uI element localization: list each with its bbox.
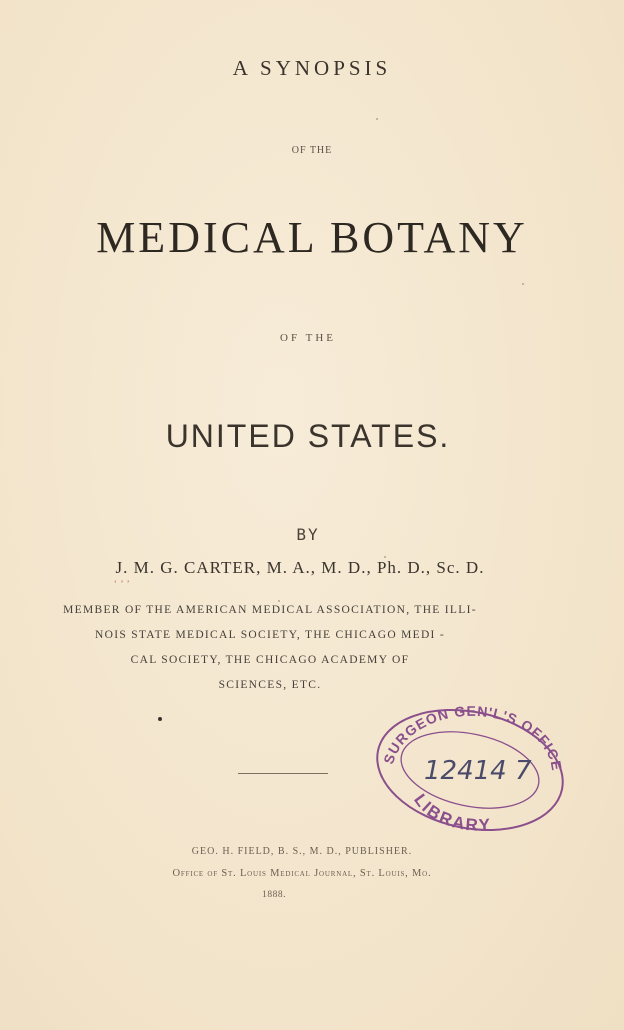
membership-line-2: NOIS STATE MEDICAL SOCIETY, THE CHICAGO MEDI - [95,629,445,641]
publisher-office: Office of St. Louis Medical Journal, St. Louis, Mo. [172,868,432,879]
horizontal-rule [238,773,328,774]
author-membership [8,598,532,698]
connector-of-the-2: OF THE [280,332,336,344]
publication-year: 1888. [262,890,286,900]
author-name: J. M. G. CARTER, M. A., M. D., Ph. D., Sc. D. [115,558,485,577]
title-line-synopsis: A SYNOPSIS [232,56,392,80]
subtitle-united-states: UNITED STATES. [165,418,451,454]
stamp-arc-bottom-text: LIBRARY [410,790,493,835]
paper-speck [278,600,280,602]
connector-of-the-1: OF THE [291,145,333,156]
stamp-arc-top-text: SURGEON GEN'L'S OFFICE [380,702,566,773]
membership-line-1: MEMBER OF THE AMERICAN MEDICAL ASSOCIATION, THE ILLI- [63,604,477,616]
ink-dot [158,717,162,721]
red-pencil-mark: ‘ ’ ’ [114,579,131,588]
stamp-accession-number: 12414 7 [424,756,532,786]
main-title: MEDICAL BOTANY [96,213,528,262]
paper-speck [522,283,524,285]
membership-line-3: CAL SOCIETY, THE CHICAGO ACADEMY OF [130,654,410,666]
paper-speck [384,556,386,558]
membership-line-4: SCIENCES, ETC. [218,679,322,691]
paper-speck [376,118,378,120]
by-line: BY [296,525,320,544]
publisher-line: GEO. H. FIELD, B. S., M. D., PUBLISHER. [191,846,413,857]
library-stamp [370,700,570,838]
